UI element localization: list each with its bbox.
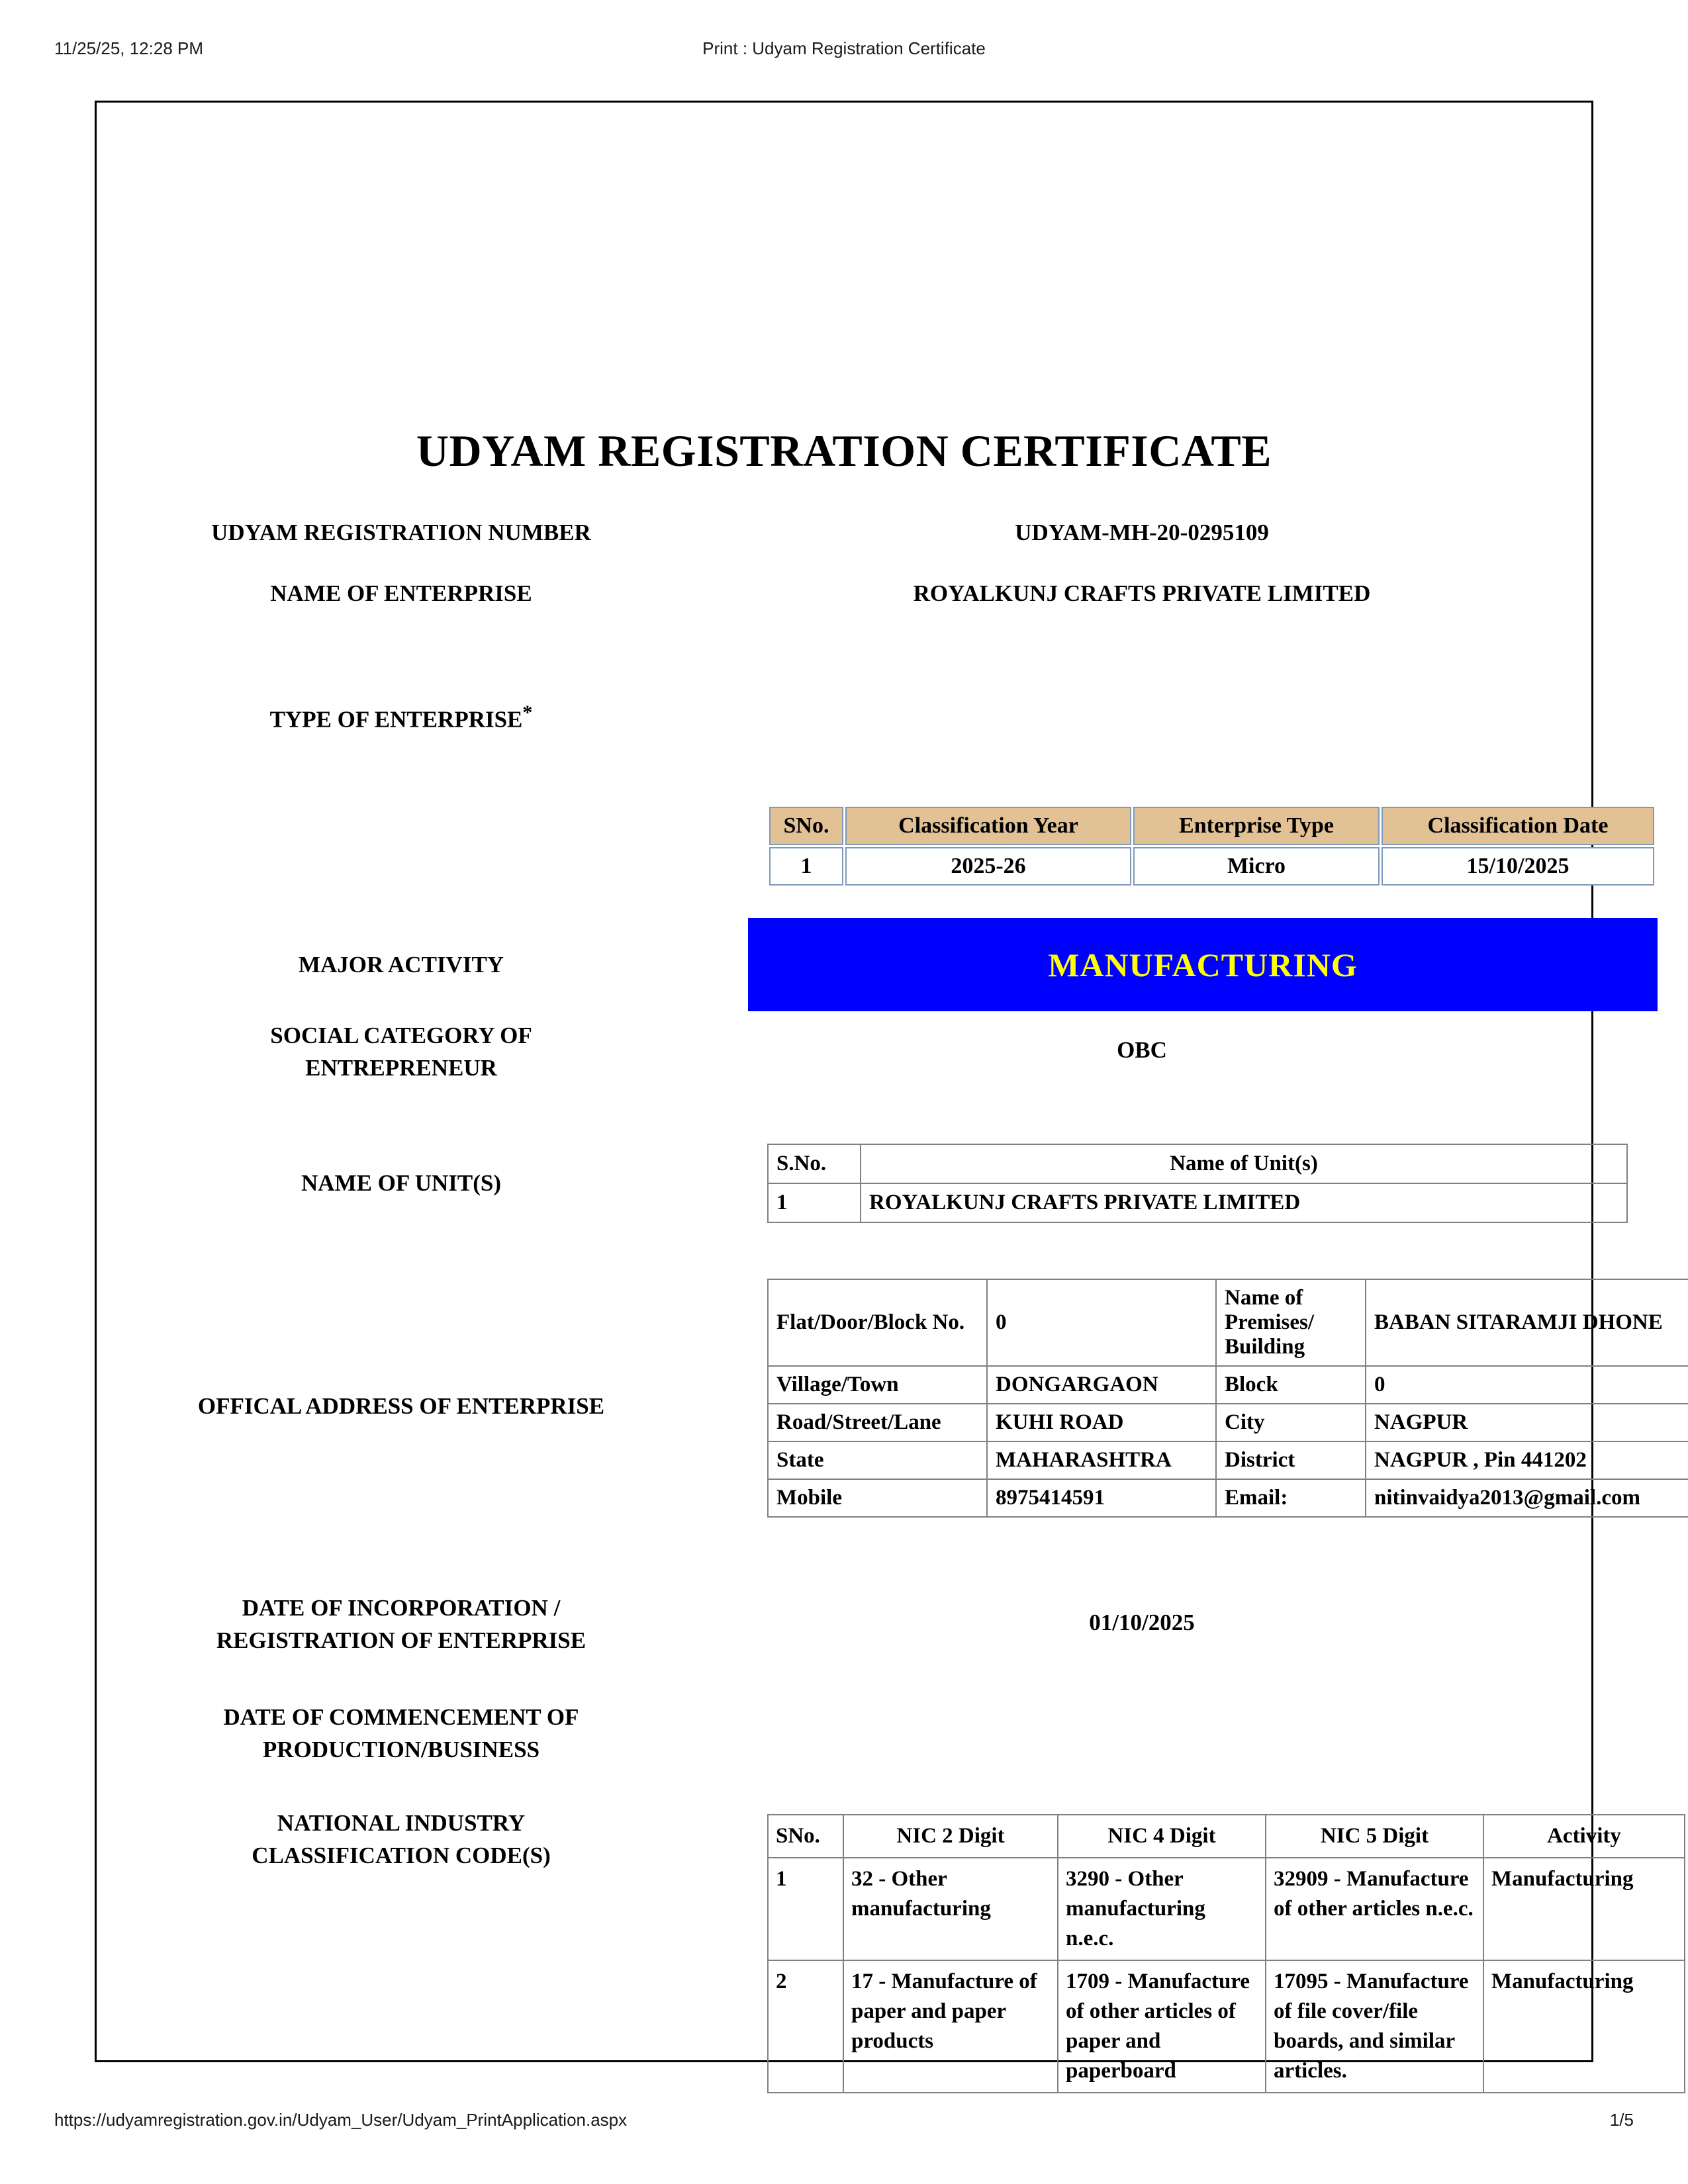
classification-cell-type: Micro <box>1133 847 1380 886</box>
address-label-village: Village/Town <box>768 1366 987 1404</box>
classification-table <box>767 805 1628 887</box>
nic-header-2digit: NIC 2 Digit <box>843 1815 1058 1858</box>
address-label-district: District <box>1216 1441 1366 1479</box>
table-header-row <box>769 807 1654 845</box>
units-cell-name: ROYALKUNJ CRAFTS PRIVATE LIMITED <box>861 1183 1627 1222</box>
label-date-of-incorporation-line2: REGISTRATION OF ENTERPRISE <box>216 1627 586 1653</box>
label-official-address: OFFICAL ADDRESS OF ENTERPRISE <box>197 1393 605 1419</box>
major-activity-banner <box>748 918 1658 1011</box>
nic-cell-4digit: 3290 - Other manufacturing n.e.c. <box>1058 1858 1266 1960</box>
print-header-title: Print : Udyam Registration Certificate <box>702 38 986 58</box>
address-label-block: Block <box>1216 1366 1366 1404</box>
classification-header-sno: SNo. <box>769 807 843 845</box>
table-row <box>768 1404 1688 1441</box>
address-value-email: nitinvaidya2013@gmail.com <box>1366 1479 1688 1517</box>
major-activity-value: MANUFACTURING <box>1048 946 1358 983</box>
nic-header-activity: Activity <box>1483 1815 1685 1858</box>
address-label-city: City <box>1216 1404 1366 1441</box>
table-header-row <box>768 1144 1627 1183</box>
table-row <box>768 1441 1688 1479</box>
address-value-state: MAHARASHTRA <box>987 1441 1216 1479</box>
nic-cell-2digit: 32 - Other manufacturing <box>843 1858 1058 1960</box>
page-title: UDYAM REGISTRATION CERTIFICATE <box>416 426 1272 476</box>
classification-cell-sno: 1 <box>769 847 843 886</box>
print-footer <box>0 2110 1688 2136</box>
label-date-of-incorporation <box>110 1592 692 1657</box>
address-value-district: NAGPUR , Pin 441202 <box>1366 1441 1688 1479</box>
address-label-state: State <box>768 1441 987 1479</box>
address-label-premises: Name of Premises/ Building <box>1216 1279 1366 1366</box>
print-header <box>0 38 1688 65</box>
units-table <box>767 1144 1628 1223</box>
address-table <box>767 1279 1663 1518</box>
classification-header-date: Classification Date <box>1382 807 1654 845</box>
label-udyam-registration-number: UDYAM REGISTRATION NUMBER <box>211 520 591 545</box>
nic-cell-sno: 2 <box>768 1960 843 2093</box>
classification-cell-date: 15/10/2025 <box>1382 847 1654 886</box>
label-social-category-line2: ENTREPRENEUR <box>305 1055 497 1081</box>
print-footer-page-number: 1/5 <box>1609 2110 1634 2130</box>
classification-header-year: Classification Year <box>845 807 1131 845</box>
value-social-category: OBC <box>1117 1037 1167 1063</box>
nic-cell-sno: 1 <box>768 1858 843 1960</box>
label-name-of-enterprise: NAME OF ENTERPRISE <box>270 580 532 606</box>
address-value-mobile: 8975414591 <box>987 1479 1216 1517</box>
value-udyam-registration-number: UDYAM-MH-20-0295109 <box>1015 520 1269 545</box>
print-footer-url: https://udyamregistration.gov.in/Udyam_User/Udyam_PrintApplication.aspx <box>54 2110 628 2130</box>
table-row <box>768 1279 1688 1366</box>
print-header-timestamp: 11/25/25, 12:28 PM <box>54 38 204 58</box>
nic-table <box>767 1814 1634 2093</box>
table-row <box>768 1858 1685 1960</box>
label-date-of-commencement <box>110 1701 692 1766</box>
certificate-content <box>97 103 1663 2083</box>
value-name-of-enterprise: ROYALKUNJ CRAFTS PRIVATE LIMITED <box>913 580 1371 606</box>
label-social-category <box>110 1019 692 1084</box>
address-value-block: 0 <box>1366 1366 1688 1404</box>
label-nic-codes-line2: CLASSIFICATION CODE(S) <box>252 1843 551 1868</box>
label-nic-codes-line1: NATIONAL INDUSTRY <box>277 1810 526 1836</box>
label-nic-codes <box>110 1807 692 1872</box>
nic-cell-4digit: 1709 - Manufacture of other articles of paper and paperboard <box>1058 1960 1266 2093</box>
address-value-city: NAGPUR <box>1366 1404 1688 1441</box>
nic-cell-2digit: 17 - Manufacture of paper and paper products <box>843 1960 1058 2093</box>
table-row <box>768 1479 1688 1517</box>
address-label-flat: Flat/Door/Block No. <box>768 1279 987 1366</box>
nic-cell-activity: Manufacturing <box>1483 1960 1685 2093</box>
table-row <box>768 1960 1685 2093</box>
table-header-row <box>768 1815 1685 1858</box>
units-header-name: Name of Unit(s) <box>861 1144 1627 1183</box>
classification-header-type: Enterprise Type <box>1133 807 1380 845</box>
address-value-flat: 0 <box>987 1279 1216 1366</box>
table-row <box>768 1183 1627 1222</box>
label-name-of-units: NAME OF UNIT(S) <box>301 1170 502 1196</box>
units-cell-sno: 1 <box>768 1183 861 1222</box>
nic-cell-5digit: 32909 - Manufacture of other articles n.e.c. <box>1266 1858 1483 1960</box>
classification-cell-year: 2025-26 <box>845 847 1131 886</box>
certificate-page <box>95 101 1663 2083</box>
label-date-of-commencement-line2: PRODUCTION/BUSINESS <box>262 1737 540 1762</box>
label-date-of-commencement-line1: DATE OF COMMENCEMENT OF <box>223 1704 579 1730</box>
label-social-category-line1: SOCIAL CATEGORY OF <box>270 1023 532 1048</box>
address-value-road: KUHI ROAD <box>987 1404 1216 1441</box>
address-label-mobile: Mobile <box>768 1479 987 1517</box>
table-row <box>768 1366 1688 1404</box>
nic-cell-activity: Manufacturing <box>1483 1858 1685 1960</box>
address-label-road: Road/Street/Lane <box>768 1404 987 1441</box>
address-value-premises: BABAN SITARAMJI DHONE <box>1366 1279 1688 1366</box>
value-date-of-incorporation: 01/10/2025 <box>1089 1610 1195 1635</box>
table-row <box>769 847 1654 886</box>
nic-header-sno: SNo. <box>768 1815 843 1858</box>
nic-header-5digit: NIC 5 Digit <box>1266 1815 1483 1858</box>
address-value-village: DONGARGAON <box>987 1366 1216 1404</box>
nic-cell-5digit: 17095 - Manufacture of file cover/file boards, and similar articles. <box>1266 1960 1483 2093</box>
label-type-of-enterprise <box>110 696 692 736</box>
nic-header-4digit: NIC 4 Digit <box>1058 1815 1266 1858</box>
asterisk-icon: * <box>522 702 533 723</box>
label-type-of-enterprise-text: TYPE OF ENTERPRISE <box>269 706 523 733</box>
units-header-sno: S.No. <box>768 1144 861 1183</box>
address-label-email: Email: <box>1216 1479 1366 1517</box>
label-date-of-incorporation-line1: DATE OF INCORPORATION / <box>242 1595 561 1621</box>
label-major-activity: MAJOR ACTIVITY <box>298 952 504 978</box>
